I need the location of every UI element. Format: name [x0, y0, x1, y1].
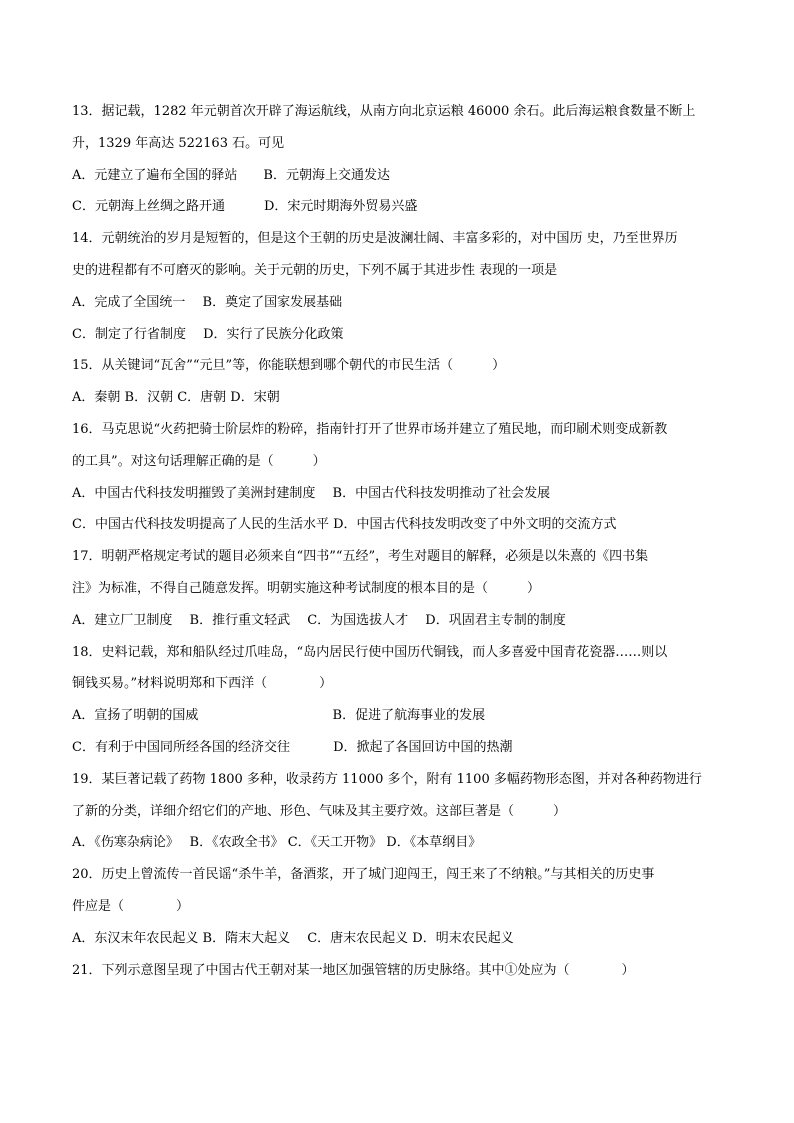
question-stem-line: 了新的分类，详细介绍它们的产地、形色、气味及其主要疗效。这部巨著是（ ）: [72, 803, 567, 819]
option-line: A．中国古代科技发明摧毁了美洲封建制度 B．中国古代科技发明推动了社会发展: [72, 485, 551, 501]
question-14: [72, 223, 724, 350]
question-21: [72, 955, 724, 987]
question-stem-line: 铜钱买易。”材料说明郑和下西洋（ ）: [72, 676, 333, 692]
question-stem-line: 20．历史上曾流传一首民谣“杀牛羊，备酒浆，开了城门迎闯王，闯王来了不纳粮。”与其相关的历史事: [72, 867, 655, 883]
option-line: C．中国古代科技发明提高了人民的生活水平 D．中国古代科技发明改变了中外文明的交流方式: [72, 517, 617, 533]
question-stem-line: 史的进程都有不可磨灭的影响。关于元朝的历史，下列不属于其进步性 表现的一项是: [72, 262, 558, 278]
question-15: [72, 350, 724, 414]
question-stem-line: 15．从关键词“瓦舍”“元旦”等，你能联想到哪个朝代的市民生活（ ）: [72, 358, 506, 374]
option-line: A．《伤寒杂病论》 B．《农政全书》 C．《天工开物》 D．《本草纲目》: [72, 835, 482, 851]
question-stem-line: 注》为标准，不得自己随意发挥。明朝实施这种考试制度的根本目的是（ ）: [72, 580, 541, 596]
question-stem-line: 14．元朝统治的岁月是短暂的，但是这个王朝的历史是波澜壮阔、丰富多彩的，对中国历 史，乃至世界历: [72, 231, 678, 247]
option-line: A．完成了全国统一 B．奠定了国家发展基础: [72, 294, 343, 310]
option-line: C．制定了行省制度 D．实行了民族分化政策: [72, 326, 344, 342]
question-stem-line: 13．据记载，1282 年元朝首次开辟了海运航线，从南方向北京运粮 46000 余石。此后海运粮食数量不断上: [72, 104, 696, 119]
exam-page: [72, 96, 724, 986]
question-stem-line: 21．下列示意图呈现了中国古代王朝对某一地区加强管辖的历史脉络。其中①处应为（ ）: [72, 962, 635, 978]
option-line: A．建立厂卫制度 B．推行重文轻武 C．为国选拔人才 D．巩固君主专制的制度: [72, 612, 566, 628]
option-line: A．东汉末年农民起义 B．隋末大起义 C．唐末农民起义 D．明末农民起义: [72, 930, 514, 946]
question-16: [72, 414, 724, 541]
option-line: A．元建立了遍布全国的驿站 B．元朝海上交通发达: [72, 167, 390, 183]
option-line: C．元朝海上丝绸之路开通 D．宋元时期海外贸易兴盛: [72, 199, 418, 215]
question-stem-line: 16．马克思说“火药把骑士阶层炸的粉碎，指南针打开了世界市场并建立了殖民地，而印刷术则变成新教: [72, 421, 668, 437]
option-line: C．有利于中国同所经各国的经济交往 D．掀起了各国回访中国的热潮: [72, 739, 513, 755]
question-stem-line: 19．某巨著记载了药物 1800 多种，收录药方 11000 多个，附有 1100 多幅药物形态图，并对各种药物进行: [72, 771, 702, 787]
question-20: [72, 859, 724, 954]
question-19: [72, 764, 724, 859]
question-stem-line: 18．史料记载，郑和船队经过爪哇岛，“岛内居民行使中国历代铜钱，而人多喜爱中国青花瓷器……则以: [72, 644, 668, 660]
question-stem-line: 的工具”。对这句话理解正确的是（ ）: [72, 453, 326, 469]
question-stem-line: 升，1329 年高达 522163 石。可见: [72, 135, 285, 151]
question-18: [72, 637, 724, 764]
question-stem-line: 件应是（ ）: [72, 898, 190, 914]
question-13: [72, 96, 724, 223]
question-stem-line: 17．明朝严格规定考试的题目必须来自“四书”“五经”，考生对题目的解释，必须是以朱熹的《四书集: [72, 549, 649, 565]
option-line: A．宣扬了明朝的国威 B．促进了航海事业的发展: [72, 708, 486, 724]
question-17: [72, 541, 724, 636]
option-line: A．秦朝 B．汉朝 C．唐朝 D．宋朝: [72, 390, 280, 406]
